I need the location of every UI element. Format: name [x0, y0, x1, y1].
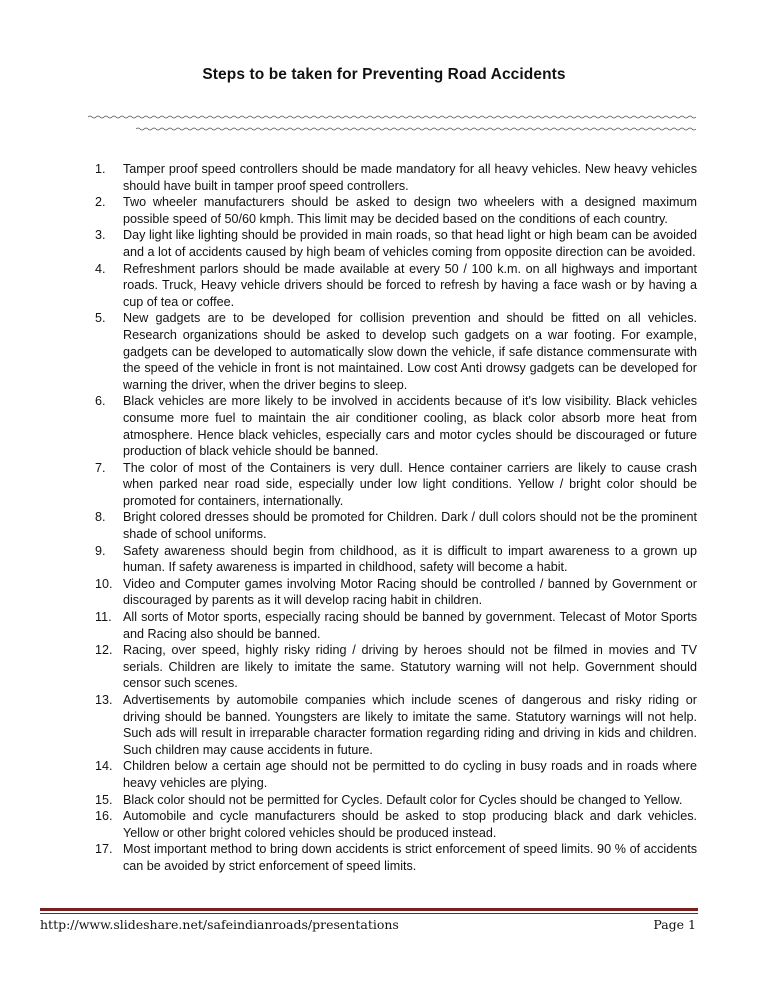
title-underline-squiggle-second — [136, 127, 696, 131]
steps-list — [95, 161, 697, 875]
footer-divider — [40, 908, 698, 911]
page-number: Page 1 — [653, 917, 696, 932]
item-number: 6. — [95, 394, 106, 409]
list-item — [95, 692, 697, 758]
item-text: Bright colored dresses should be promoted for Children. Dark / dull colors should not be the prominent shade of school uniforms. — [123, 510, 697, 542]
list-item — [95, 509, 697, 542]
item-number: 14. — [95, 759, 113, 774]
item-text: All sorts of Motor sports, especially racing should be banned by government. Telecast of Motor Sports and Racing also should be banned. — [123, 610, 697, 641]
item-number: 12. — [95, 643, 113, 658]
title-underline-squiggle — [88, 115, 696, 119]
list-item — [95, 227, 697, 260]
list-item — [95, 543, 697, 576]
item-number: 9. — [95, 543, 106, 558]
list-item — [95, 194, 697, 227]
footer-url[interactable]: http://www.slideshare.net/safeindianroads/presentations — [40, 917, 399, 932]
list-item — [95, 393, 697, 459]
item-number: 13. — [95, 693, 113, 707]
item-text: Automobile and cycle manufacturers should be asked to stop producing black and dark vehicles. Yellow or other bright colored vehicles should be produced instead. — [123, 809, 697, 840]
item-number: 7. — [95, 460, 106, 475]
list-item — [95, 808, 697, 841]
item-number: 3. — [95, 228, 106, 243]
item-number: 16. — [95, 809, 113, 824]
list-item — [95, 460, 697, 510]
list-item — [95, 310, 697, 393]
item-text: Black color should not be permitted for Cycles. Default color for Cycles should be changed to Yellow. — [123, 792, 683, 807]
list-item — [95, 758, 697, 791]
item-text: Two wheeler manufacturers should be asked to design two wheelers with a designed maximum possible speed of 50/60 kmph. This limit may be decided based on the conditions of each country. — [123, 195, 697, 226]
item-text: Advertisements by automobile companies which include scenes of dangerous and risky riding or driving should be banned. Youngsters are likely to imitate the same. Statutory warnings will not help. Such ads will result in irreparable character formation regarding riding and driving in kids and children. Such children may cause accidents in future. — [123, 693, 697, 757]
document-title: Steps to be taken for Preventing Road Accidents — [202, 66, 566, 83]
item-text: Safety awareness should begin from childhood, as it is difficult to impart awareness to a grown up human. If safety awareness is imparted in childhood, safety will become a habit. — [123, 543, 697, 575]
list-item — [95, 161, 697, 194]
item-number: 5. — [95, 311, 106, 326]
item-number: 2. — [95, 195, 106, 210]
item-text: Day light like lighting should be provided in main roads, so that head light or high beam can be avoided and a lot of accidents caused by high beam of vehicles coming from opposite direction can be avoided. — [123, 228, 697, 259]
list-item — [95, 792, 697, 809]
list-item — [95, 642, 697, 692]
item-number: 11. — [95, 610, 112, 625]
list-item — [95, 841, 697, 874]
item-text: Black vehicles are more likely to be involved in accidents because of it's low visibility. Black vehicles consume more fuel to maintain the air conditioner cooling, as black color absorb more heat from atmosphere. Hence black vehicles, especially cars and motor cycles should be discouraged or future production of black vehicle should be banned. — [123, 394, 697, 459]
item-text: Racing, over speed, highly risky riding / driving by heroes should not be filmed in movies and TV serials. Children are likely to imitate the same. Statutory warning will not help. Government should censor such scenes. — [123, 643, 697, 691]
item-text: The color of most of the Containers is very dull. Hence container carriers are likely to cause crash when parked near road side, especially under low light conditions. Yellow / bright color should be promoted for containers, internationally. — [123, 460, 697, 508]
list-item — [95, 261, 697, 311]
item-number: 15. — [95, 792, 113, 807]
item-text: Most important method to bring down accidents is strict enforcement of speed limits. 90 % of accidents can be avoided by strict enforcement of speed limits. — [123, 842, 697, 873]
item-text: Video and Computer games involving Motor Racing should be controlled / banned by Government or discouraged by parents as it will develop racing habit in children. — [123, 576, 697, 608]
list-item — [95, 576, 697, 609]
item-text: Tamper proof speed controllers should be made mandatory for all heavy vehicles. New heavy vehicles should have built in tamper proof speed controllers. — [123, 162, 697, 193]
item-number: 4. — [95, 261, 106, 276]
item-number: 17. — [95, 842, 113, 857]
item-number: 1. — [95, 162, 106, 176]
item-text: New gadgets are to be developed for collision prevention and should be fitted on all vehicles. Research organizations should be asked to develop such gadgets on a war footing. For example, gadgets can be developed to automatically slow down the vehicle, if safe distance commensurate with the speed of the vehicle in front is not maintained. Low cost Anti drowsy gadgets can be developed for warning the driver, when the driver begins to sleep. — [123, 311, 697, 392]
list-item — [95, 609, 697, 642]
item-number: 10. — [95, 576, 113, 591]
footer-divider-thin — [40, 913, 698, 914]
item-text: Children below a certain age should not be permitted to do cycling in busy roads and in roads where heavy vehicles are plying. — [123, 759, 697, 790]
item-number: 8. — [95, 510, 106, 525]
item-text: Refreshment parlors should be made available at every 50 / 100 k.m. on all highways and important roads. Truck, Heavy vehicle drivers should be forced to refresh by having a face wash or by having a cup of tea or coffee. — [123, 261, 697, 309]
